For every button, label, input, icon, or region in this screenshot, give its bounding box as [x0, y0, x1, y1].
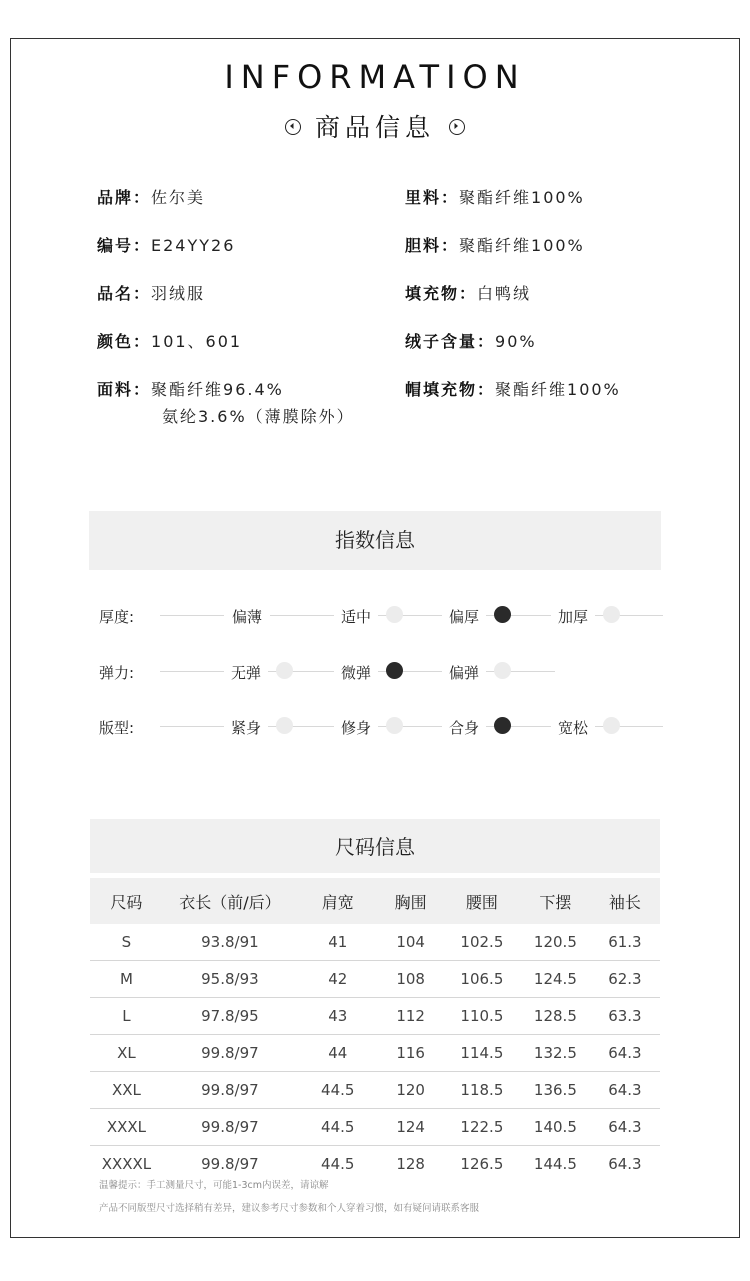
table-cell: 122.5 — [443, 1109, 521, 1146]
info-value: 聚酯纤维96.4% — [151, 380, 284, 399]
table-cell: 44.5 — [297, 1109, 379, 1146]
index-dot — [386, 606, 403, 623]
index-option: 宽松 — [551, 717, 595, 738]
index-option: 修身 — [334, 717, 378, 738]
table-row — [90, 961, 660, 998]
info-value: 90% — [495, 332, 537, 351]
table-cell: XL — [90, 1035, 163, 1072]
table-cell: 120.5 — [521, 924, 590, 961]
title-en: INFORMATION — [224, 58, 526, 96]
info-value: 101、601 — [151, 332, 243, 351]
table-cell: 44 — [297, 1035, 379, 1072]
table-cell: 99.8/97 — [163, 1109, 297, 1146]
table-cell: 99.8/97 — [163, 1035, 297, 1072]
table-cell: 106.5 — [443, 961, 521, 998]
table-cell: XXXXL — [101, 1155, 152, 1173]
table-row — [90, 1035, 660, 1072]
column-header: 肩宽 — [297, 878, 379, 924]
table-cell: 132.5 — [521, 1035, 590, 1072]
table-cell: 136.5 — [521, 1072, 590, 1109]
title-cn: 商品信息 — [314, 113, 435, 142]
info-value: 氨纶3.6%（薄膜除外） — [162, 407, 355, 426]
info-fabric-line2 — [162, 404, 355, 427]
column-header: 衣长（前/后） — [163, 878, 297, 924]
table-cell: 44.5 — [297, 1072, 379, 1109]
table-cell: M — [90, 961, 163, 998]
table-cell: 144.5 — [533, 1155, 577, 1173]
index-dot — [603, 717, 620, 734]
table-cell: 63.3 — [590, 998, 660, 1035]
table-cell: 41 — [297, 924, 379, 961]
table-cell: 108 — [379, 961, 443, 998]
table-cell: L — [90, 998, 163, 1035]
info-key: 胆料： — [405, 236, 460, 255]
size-section-title: 尺码信息 — [90, 819, 660, 873]
table-cell: 114.5 — [443, 1035, 521, 1072]
info-key: 面料： — [97, 380, 152, 399]
table-row — [90, 1072, 660, 1109]
info-brand — [97, 185, 205, 208]
info-lining — [405, 185, 585, 208]
info-key: 品名： — [97, 284, 152, 303]
size-table — [90, 878, 660, 1182]
title-cn-wrap — [0, 108, 750, 144]
table-cell: 62.3 — [590, 961, 660, 998]
table-cell: 128 — [396, 1155, 425, 1173]
index-option: 偏厚 — [442, 606, 486, 627]
table-cell: 102.5 — [443, 924, 521, 961]
table-cell: 97.8/95 — [163, 998, 297, 1035]
note-measurement: 温馨提示：手工测量尺寸，可能1-3cm内误差，请谅解 — [99, 1180, 329, 1191]
table-cell: 120 — [379, 1072, 443, 1109]
info-key: 颜色： — [97, 332, 152, 351]
table-cell: 43 — [297, 998, 379, 1035]
info-value: 羽绒服 — [151, 284, 206, 303]
info-key: 填充物： — [405, 284, 478, 303]
column-header: 胸围 — [379, 878, 443, 924]
table-cell: 118.5 — [443, 1072, 521, 1109]
column-header: 袖长 — [590, 878, 660, 924]
index-option: 偏弹 — [442, 662, 486, 683]
info-key: 编号： — [97, 236, 152, 255]
index-option: 紧身 — [224, 717, 268, 738]
index-dot — [276, 662, 293, 679]
table-cell: 64.3 — [590, 1109, 660, 1146]
table-cell: 126.5 — [460, 1155, 504, 1173]
index-option: 偏薄 — [224, 606, 270, 627]
table-cell: 104 — [379, 924, 443, 961]
column-header: 尺码 — [90, 878, 163, 924]
info-key: 里料： — [405, 188, 460, 207]
info-key: 帽填充物： — [405, 380, 496, 399]
info-value: 佐尔美 — [151, 188, 206, 207]
info-key: 品牌： — [97, 188, 152, 207]
table-row — [90, 998, 660, 1035]
info-filling — [405, 281, 531, 304]
table-cell: 124.5 — [521, 961, 590, 998]
index-dot — [386, 717, 403, 734]
column-header: 腰围 — [443, 878, 521, 924]
index-label-thickness: 厚度: — [99, 608, 135, 626]
table-cell: XXL — [90, 1072, 163, 1109]
column-header: 下摆 — [521, 878, 590, 924]
info-color — [97, 329, 242, 352]
table-cell: 116 — [379, 1035, 443, 1072]
index-section-title: 指数信息 — [89, 511, 661, 570]
info-fabric — [97, 377, 284, 400]
info-name — [97, 281, 205, 304]
table-cell: 99.8/97 — [163, 1072, 297, 1109]
index-dot — [603, 606, 620, 623]
index-option: 加厚 — [551, 606, 595, 627]
table-cell: 99.8/97 — [201, 1155, 259, 1173]
info-hood-filling — [405, 377, 621, 400]
table-row — [90, 1109, 660, 1146]
table-cell: S — [90, 924, 163, 961]
info-value: E24YY26 — [151, 236, 236, 255]
info-value: 白鸭绒 — [477, 284, 532, 303]
table-cell: 64.3 — [590, 1035, 660, 1072]
table-cell: 42 — [297, 961, 379, 998]
table-cell: XXXL — [90, 1109, 163, 1146]
table-cell: 93.8/91 — [163, 924, 297, 961]
index-option: 无弹 — [224, 662, 268, 683]
info-value: 聚酯纤维100% — [459, 236, 585, 255]
table-cell: 112 — [379, 998, 443, 1035]
info-value: 聚酯纤维100% — [459, 188, 585, 207]
table-cell: 124 — [379, 1109, 443, 1146]
info-key: 绒子含量： — [405, 332, 496, 351]
table-cell: 64.3 — [608, 1155, 642, 1173]
table-cell: 95.8/93 — [163, 961, 297, 998]
table-cell: 128.5 — [521, 998, 590, 1035]
index-dot-selected — [386, 662, 403, 679]
index-option: 微弹 — [334, 662, 378, 683]
table-cell: 44.5 — [321, 1155, 355, 1173]
index-option: 适中 — [334, 606, 378, 627]
info-inner — [405, 233, 585, 256]
table-cell: 61.3 — [590, 924, 660, 961]
index-dot — [276, 717, 293, 734]
info-value: 聚酯纤维100% — [495, 380, 621, 399]
table-cell: 110.5 — [443, 998, 521, 1035]
table-row — [90, 924, 660, 961]
index-label-elasticity: 弹力: — [99, 664, 135, 682]
index-dot-selected — [494, 717, 511, 734]
info-code — [97, 233, 235, 256]
index-option: 合身 — [442, 717, 486, 738]
table-cell: 140.5 — [521, 1109, 590, 1146]
note-fit-advice: 产品不同版型尺寸选择稍有差异，建议参考尺寸参数和个人穿着习惯，如有疑问请联系客服 — [99, 1203, 480, 1214]
index-dot-selected — [494, 606, 511, 623]
size-table-header — [90, 878, 660, 924]
table-cell: 64.3 — [590, 1072, 660, 1109]
index-dot — [494, 662, 511, 679]
info-down-content — [405, 329, 537, 352]
circle-right-arrow-icon — [449, 119, 465, 135]
circle-left-arrow-icon — [285, 119, 301, 135]
index-label-fit: 版型: — [99, 719, 135, 737]
